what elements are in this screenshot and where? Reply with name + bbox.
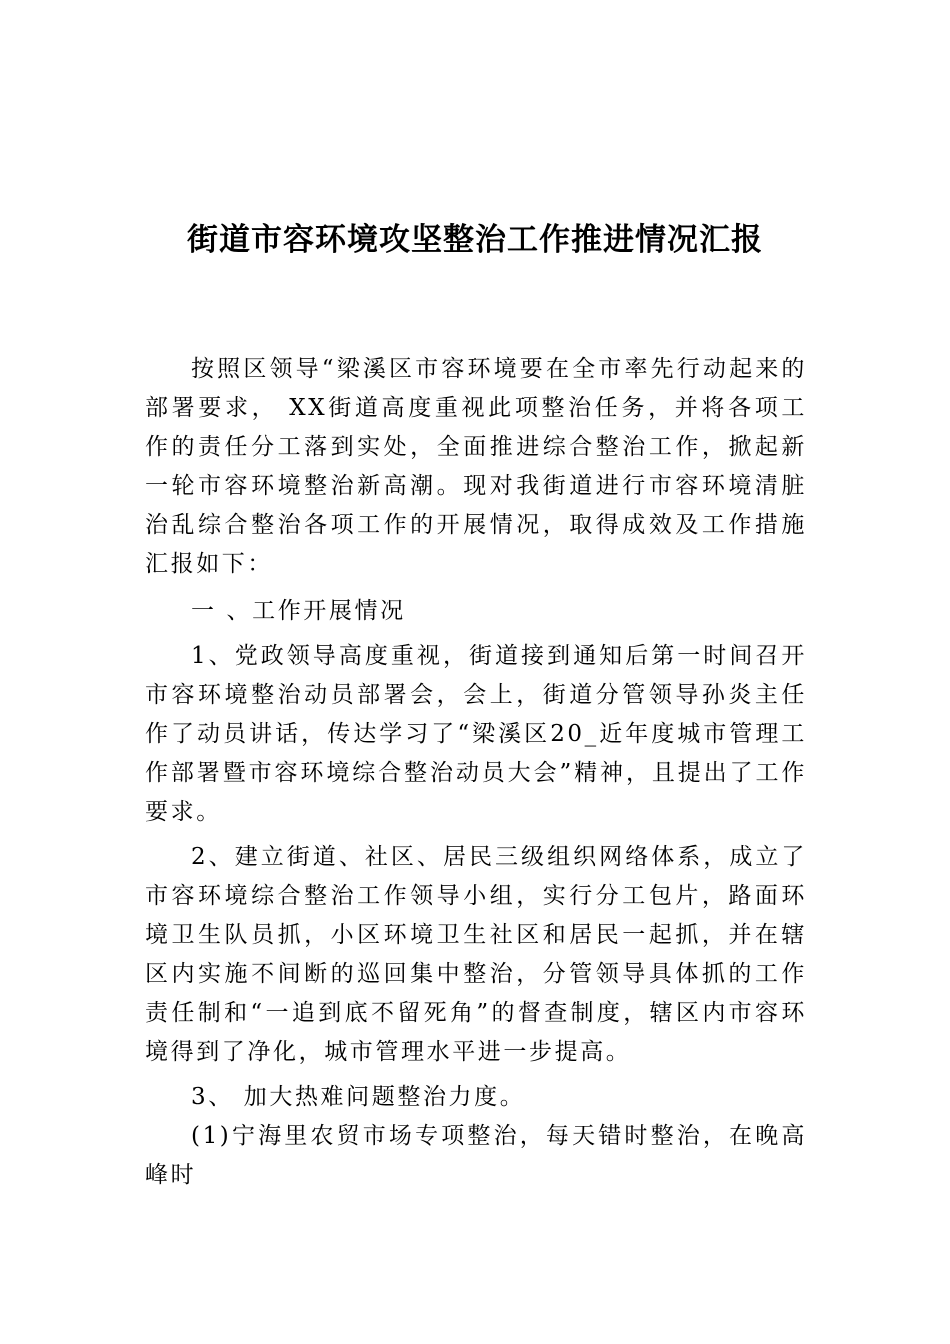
section-heading-work-status: 一 、工作开展情况 — [191, 598, 406, 624]
document-body — [145, 350, 807, 1195]
paragraph-item-1: 1、党政领导高度重视，街道接到通知后第一时间召开市容环境整治动员部署会，会上，街道分管领导孙炎主任作了动员讲话，传达学习了“梁溪区20_近年度城市管理工作部署暨市容环境综合整治动员大会”精神，且提出了工作要求。 — [145, 643, 807, 825]
paragraph-item-3: 3、 加大热难问题整治力度。 — [191, 1084, 526, 1110]
paragraph-subitem-1: (1)宁海里农贸市场专项整治，每天错时整治，在晚高峰时 — [145, 1123, 807, 1188]
paragraph-item-2: 2、建立街道、社区、居民三级组织网络体系，成立了市容环境综合整治工作领导小组，实行分工包片，路面环境卫生队员抓，小区环境卫生社区和居民一起抓，并在辖区内实施不间断的巡回集中整治，分管领导具体抓的工作责任制和“一追到底不留死角”的督查制度，辖区内市容环境得到了净化，城市管理水平进一步提高。 — [145, 844, 807, 1065]
document-title: 街道市容环境攻坚整治工作推进情况汇报 — [187, 222, 763, 258]
intro-paragraph: 按照区领导“梁溪区市容环境要在全市率先行动起来的部署要求， XX街道高度重视此项整治任务，并将各项工作的责任分工落到实处，全面推进综合整治工作，掀起新一轮市容环境整治新高潮。现对我街道进行市容环境清脏治乱综合整治各项工作的开展情况，取得成效及工作措施汇报如下： — [145, 356, 807, 577]
